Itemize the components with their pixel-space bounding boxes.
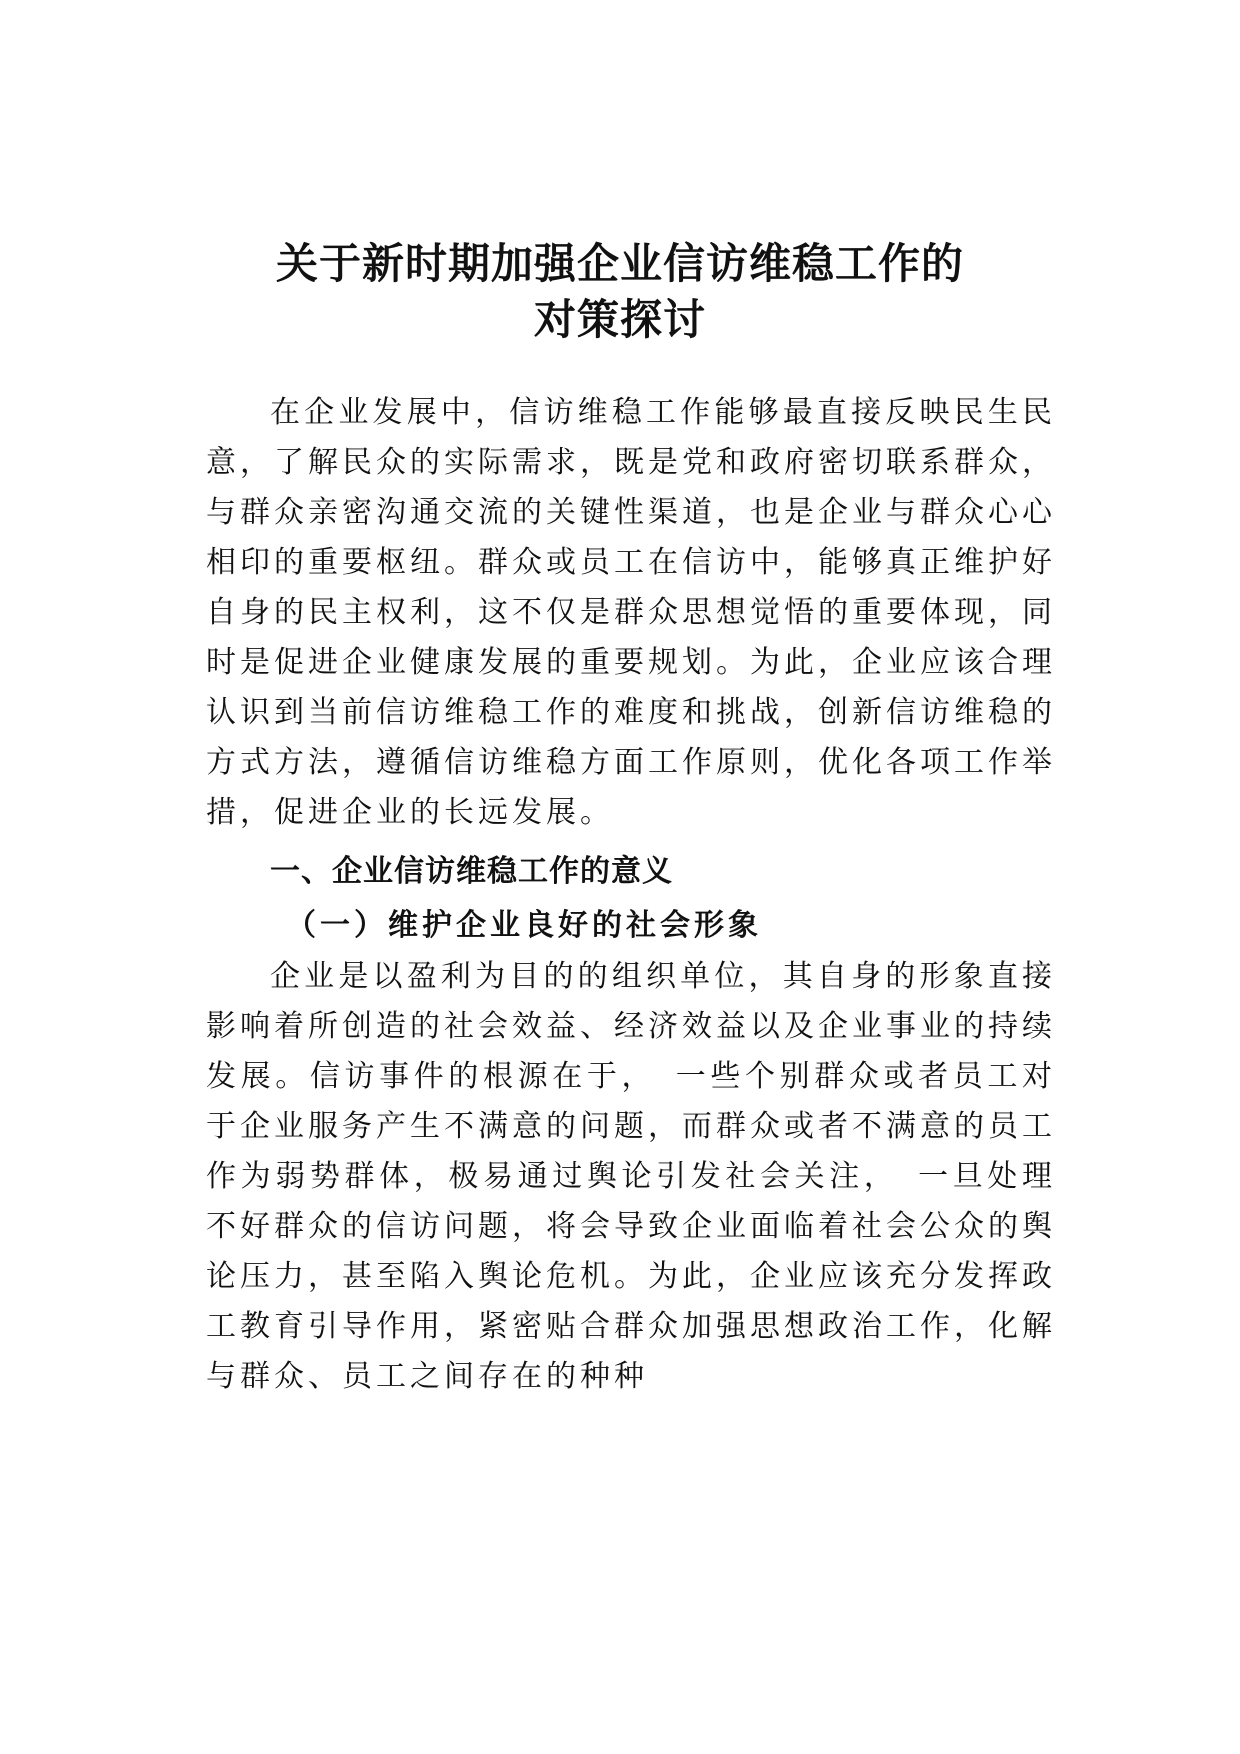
title-line-1: 关于新时期加强企业信访维稳工作的 <box>275 239 964 289</box>
document-title <box>0 236 1240 348</box>
intro-paragraph: 在企业发展中，信访维稳工作能够最直接反映民生民意，了解民众的实际需求，既是党和政府密切联系群众，与群众亲密沟通交流的关键性渠道，也是企业与群众心心相印的重要枢纽。群众或员工在信访中，能够真正维护好自身的民主权利，这不仅是群众思想觉悟的重要体现，同时是促进企业健康发展的重要规划。为此，企业应该合理认识到当前信访维稳工作的难度和挑战，创新信访维稳的方式方法，遵循信访维稳方面工作原则，优化各项工作举措，促进企业的长远发展。 <box>206 395 1056 830</box>
subsection-heading: （一）维护企业良好的社会形象 <box>286 908 762 943</box>
title-line-2: 对策探讨 <box>533 295 706 345</box>
section-heading: 一、企业信访维稳工作的意义 <box>270 854 673 889</box>
body-paragraph: 企业是以盈利为目的的组织单位，其自身的形象直接影响着所创造的社会效益、经济效益以及企业事业的持续发展。信访事件的根源在于， 一些个别群众或者员工对于企业服务产生不满意的问题，而群众或者不满意的员工作为弱势群体，极易通过舆论引发社会关注， 一旦处理不好群众的信访问题，将会导致企业面临着社会公众的舆论压力，甚至陷入舆论危机。为此，企业应该充分发挥政工教育引导作用，紧密贴合群众加强思想政治工作，化解与群众、员工之间存在的种种 <box>206 959 1056 1394</box>
